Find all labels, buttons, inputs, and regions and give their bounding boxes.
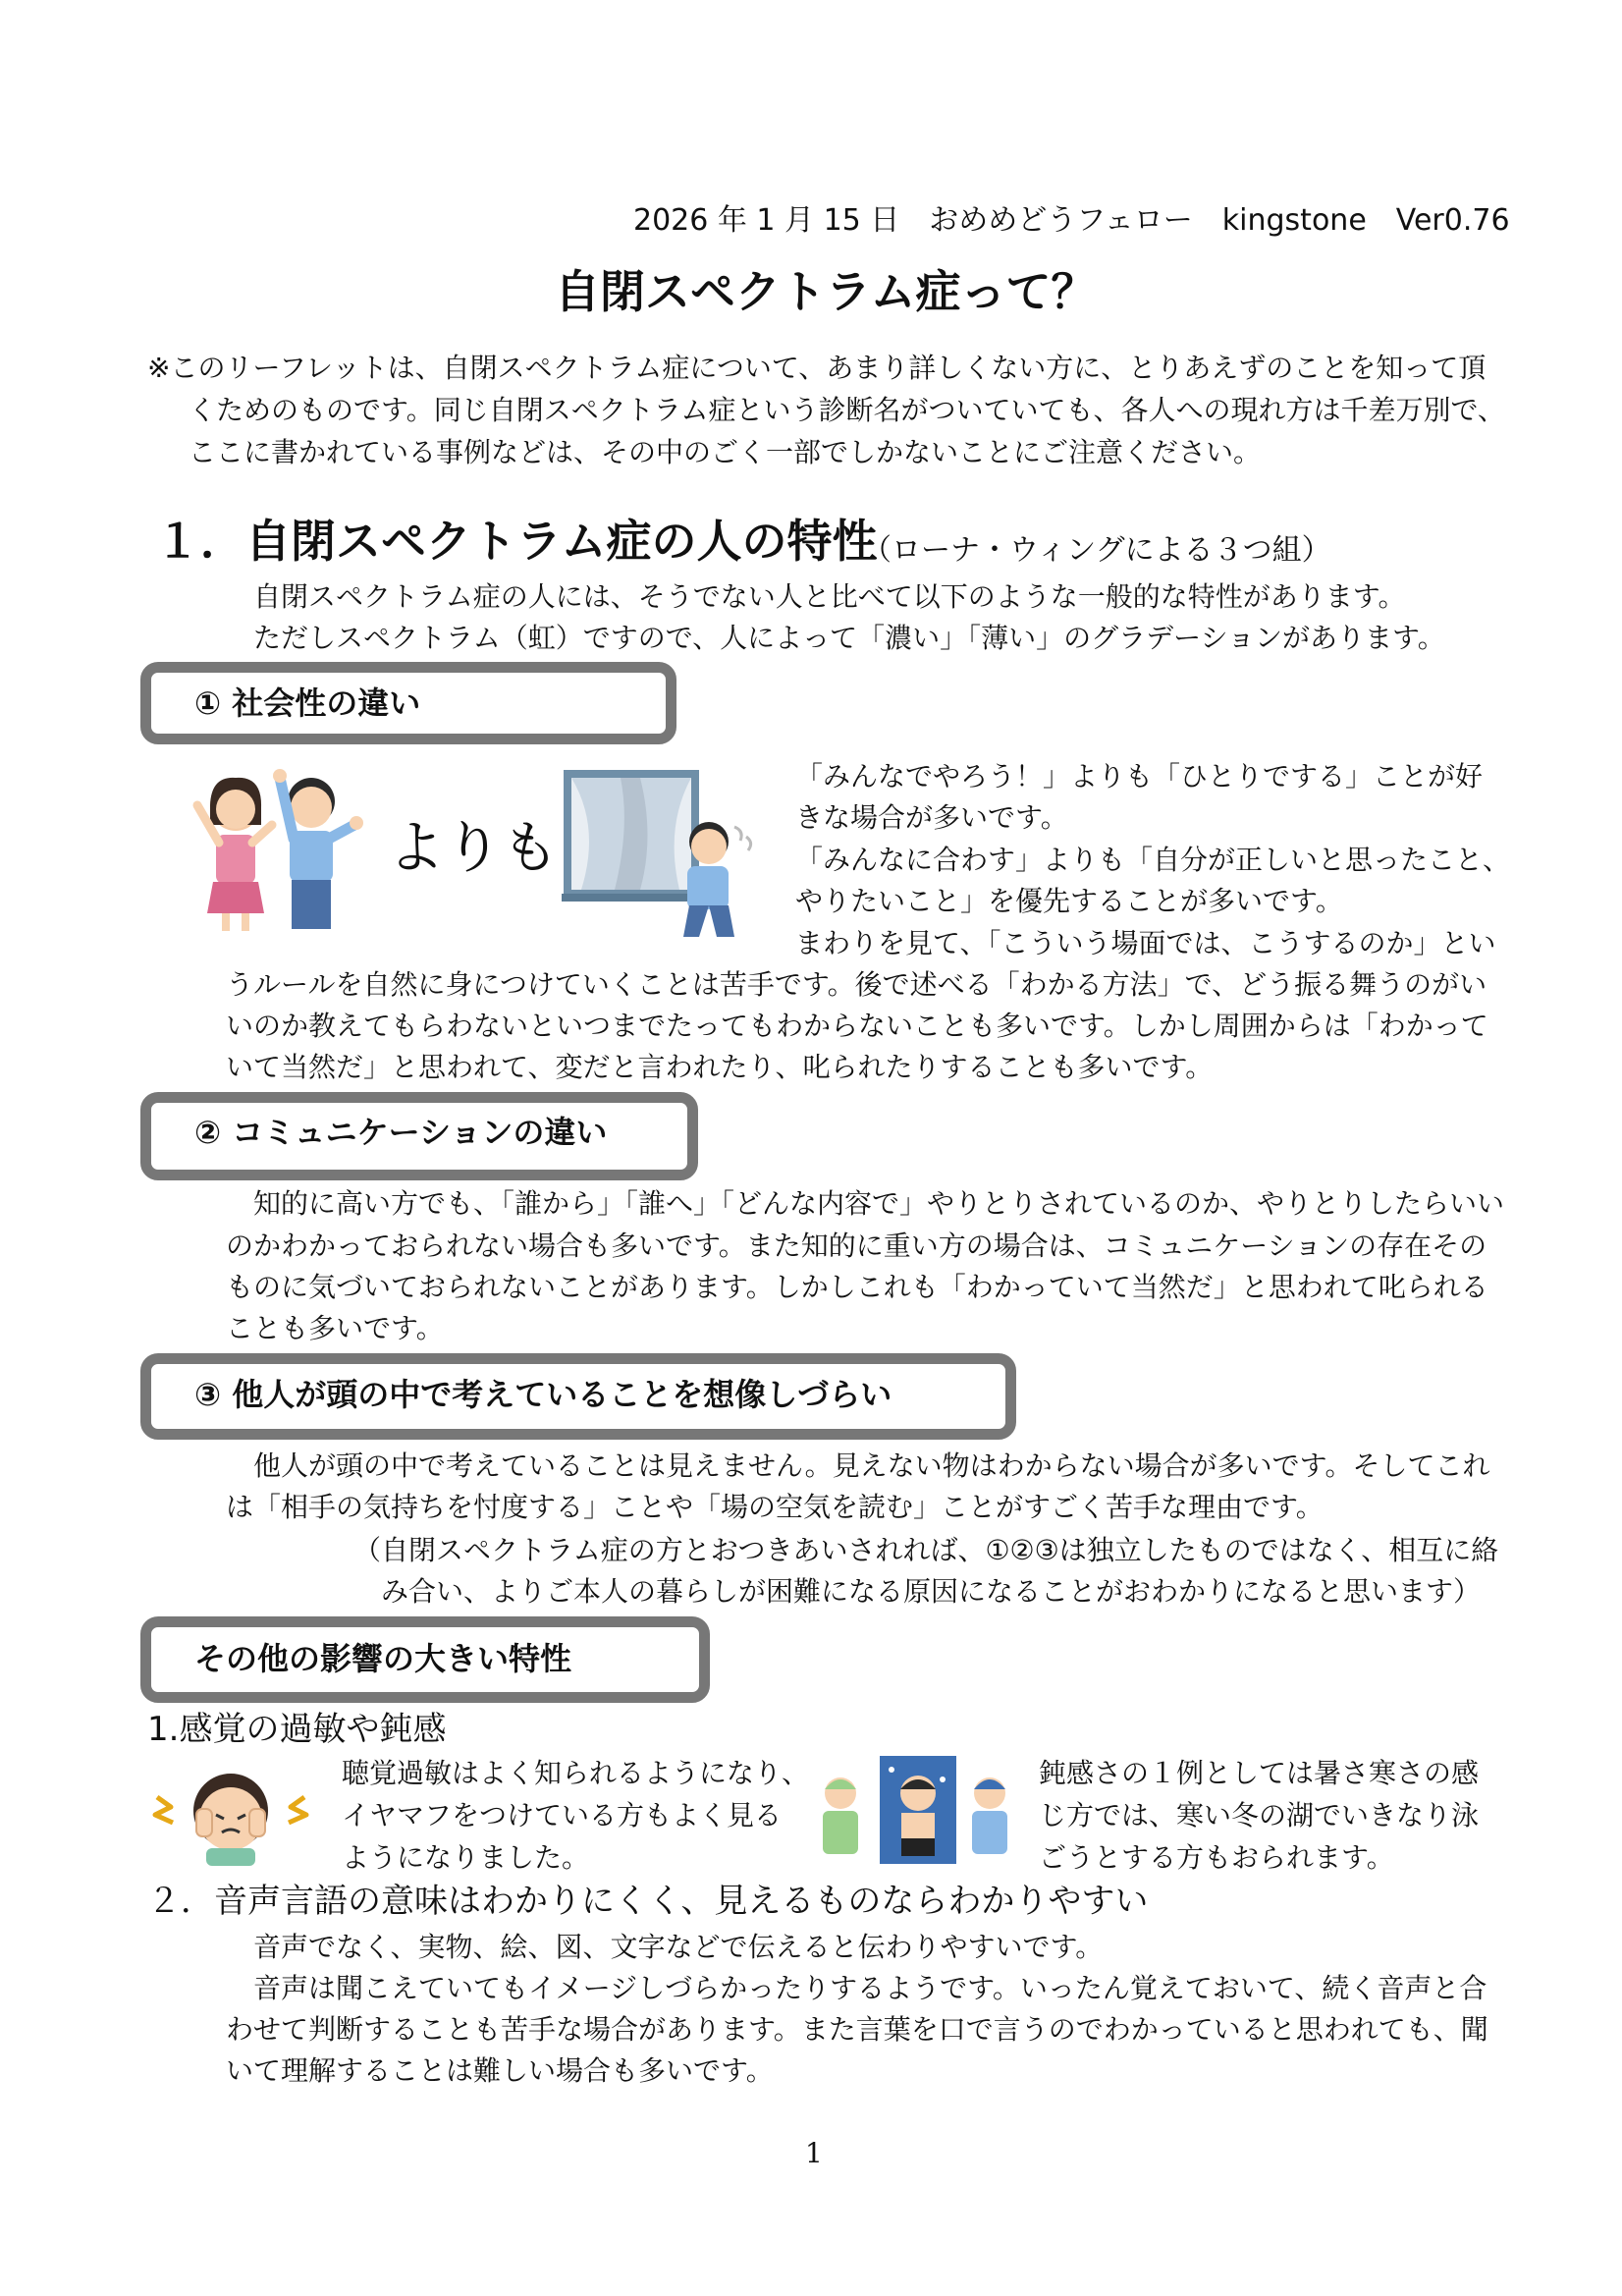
- sensory-left-line-1: 聴覚過敏はよく知られるようになり、: [342, 1757, 810, 1789]
- box1-side-line-5: まわりを見て、「こういう場面では、こうするのか」とい: [795, 927, 1496, 959]
- sensory-right-line-2: じ方では、寒い冬の湖でいきなり泳: [1039, 1799, 1480, 1831]
- section1-subheading: （ローナ・ウィングによる３つ組）: [862, 533, 1331, 568]
- sensory-right-line-3: ごうとする方もおられます。: [1039, 1841, 1394, 1874]
- box1-side-line-2: きな場合が多いです。: [795, 801, 1068, 834]
- intro-line-1: ※このリーフレットは、自閉スペクトラム症について、あまり詳しくない方に、とりあえずのことを知って頂: [147, 352, 1487, 384]
- section1-line-1: 自閉スペクトラム症の人には、そうでない人と比べて以下のような一般的な特性があります。: [253, 580, 1406, 613]
- section2-line-4: いて理解することは難しい場合も多いです。: [226, 2054, 774, 2087]
- sensory-left-line-2: イヤマフをつけている方もよく見る: [342, 1799, 783, 1831]
- sensory-right-line-1: 鈍感さの１例としては暑さ寒さの感: [1039, 1757, 1480, 1789]
- box-imagination-label: ③ 他人が頭の中で考えていることを想像しづらい: [194, 1376, 892, 1413]
- box3-line-1: 他人が頭の中で考えていることは見えません。見えない物はわからない場合が多いです。そしてこれ: [253, 1449, 1490, 1482]
- section2-line-3: わせて判断することも苦手な場合があります。また言葉を口で言うのでわかっていると思われても、聞: [226, 2013, 1488, 2046]
- box3-line-2: は「相手の気持ちを忖度する」ことや「場の空気を読む」ことがすごく苦手な理由です。: [226, 1491, 1324, 1523]
- earmuff-child-illustration: [147, 1768, 314, 1866]
- alone-person-illustration: [562, 768, 758, 945]
- box1-line-2: いのか教えてもらわないといつまでたってもわからないことも多いです。しかし周囲からは「わかって: [226, 1010, 1488, 1042]
- section2-line-1: 音声でなく、実物、絵、図、文字などで伝えると伝わりやすいです。: [253, 1931, 1104, 1963]
- box3-note-line-1: （自閉スペクトラム症の方とおつきあいされれば、①②③は独立したものではなく、相互に絡: [353, 1534, 1499, 1566]
- yorimo-text: よりも: [388, 814, 560, 881]
- intro-line-2: くためのものです。同じ自閉スペクトラム症という診断名がついていても、各人への現れ方は千差万別で、: [189, 394, 1505, 426]
- box-social-label: ① 社会性の違い: [194, 684, 421, 722]
- page-number: 1: [805, 2137, 823, 2169]
- box3-note-line-2: み合い、よりご本人の暮らしが困難になる原因になることがおわかりになると思います）: [381, 1575, 1482, 1608]
- box1-side-line-3: 「みんなに合わす」よりも「自分が正しいと思ったこと、: [795, 844, 1511, 876]
- box1-side-line-4: やりたいこと」を優先することが多いです。: [795, 885, 1343, 917]
- box1-side-line-1: 「みんなでやろう！」よりも「ひとりでする」ことが好: [795, 760, 1484, 793]
- section2-line-2: 音声は聞こえていてもイメージしづらかったりするようです。いったん覚えておいて、続く音声と合: [253, 1972, 1487, 2004]
- box2-line-3: ものに気づいておられないことがあります。しかしこれも「わかっていて当然だ」と思われて叱られる: [226, 1271, 1488, 1303]
- sensory-left-line-3: ようになりました。: [342, 1841, 590, 1874]
- box2-line-2: のかわかっておられない場合も多いです。また知的に重い方の場合は、コミュニケーションの存在その: [226, 1230, 1487, 1262]
- box-communication-label: ② コミュニケーションの違い: [194, 1114, 608, 1151]
- section1-heading: １．自閉スペクトラム症の人の特性: [155, 515, 878, 568]
- box2-line-4: ことも多いです。: [226, 1312, 444, 1344]
- box1-line-3: いて当然だ」と思われて、変だと言われたり、叱られたりすることも多いです。: [226, 1051, 1214, 1083]
- box2-line-1: 知的に高い方でも、「誰から」「誰へ」「どんな内容で」やりとりされているのか、やりとりしたらいい: [253, 1187, 1505, 1220]
- section1-line-2: ただしスペクトラム（虹）ですので、人によって「濃い」「薄い」のグラデーションがあります。: [253, 622, 1445, 654]
- header-meta: 2026 年 1 月 15 日 おめめどうフェロー kingstone Ver0.76: [633, 203, 1510, 238]
- section2-heading: ２．音声言語の意味はわかりにくく、見えるものならわかりやすい: [147, 1882, 1149, 1921]
- page-title: 自閉スペクトラム症って？: [555, 265, 1097, 318]
- group-people-illustration: [191, 766, 368, 933]
- cold-swimmers-illustration: [813, 1756, 1019, 1864]
- box1-line-1: うルールを自然に身につけていくことは苦手です。後で述べる「わかる方法」で、どう振る舞うのがい: [226, 968, 1487, 1001]
- intro-line-3: ここに書かれている事例などは、その中のごく一部でしかないことにご注意ください。: [189, 436, 1262, 468]
- sensory-heading: 1.感覚の過敏や鈍感: [147, 1710, 447, 1749]
- box-other-traits-label: その他の影響の大きい特性: [194, 1640, 572, 1677]
